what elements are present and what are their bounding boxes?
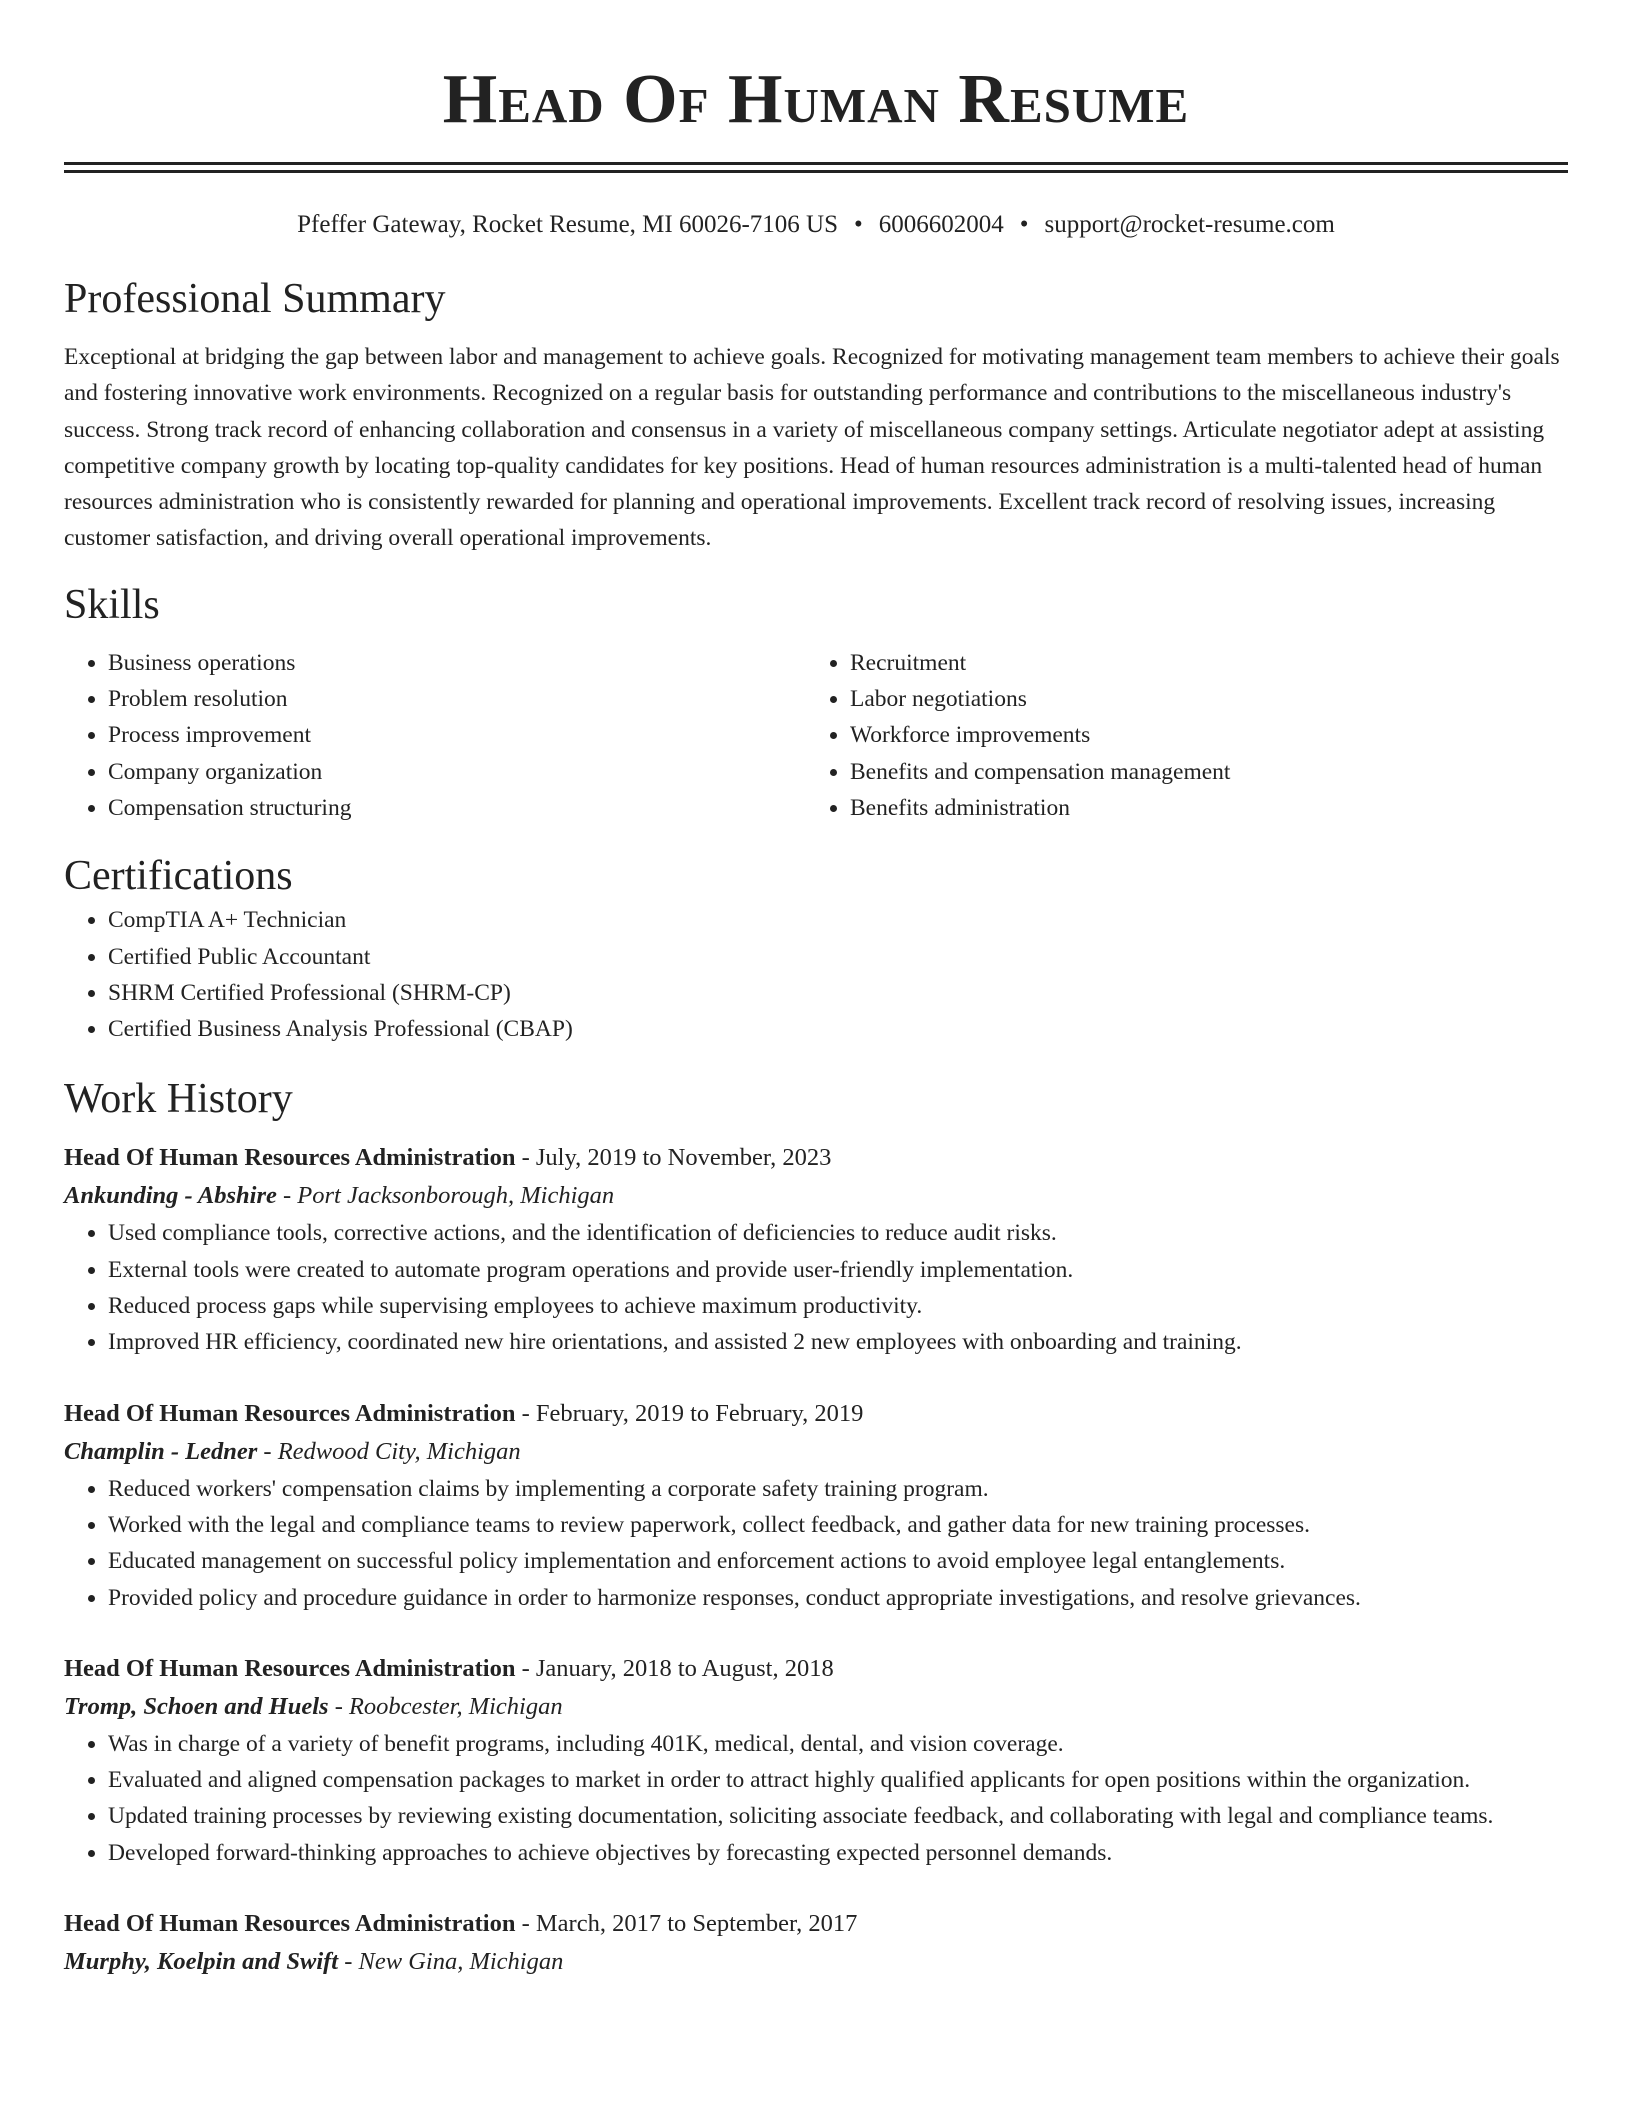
job-duty-item: • Provided policy and procedure guidance in order to harmonize responses, conduct appropriate investigations, and resolve grievances. <box>108 1580 1568 1616</box>
job-entry <box>64 1650 1568 1871</box>
job-location: - Roobcester, Michigan <box>328 1692 563 1720</box>
job-header <box>64 1139 1568 1177</box>
job-title: Head Of Human Resources Administration <box>64 1399 516 1427</box>
job-duty-item: • Educated management on successful policy implementation and enforcement actions to avoid employee legal entanglements. <box>108 1543 1568 1579</box>
contact-phone: 6006602004 <box>878 211 1004 238</box>
job-dates: - July, 2019 to November, 2023 <box>515 1144 832 1172</box>
work-history-heading: Work History <box>64 1076 293 1123</box>
certification-item: • Certified Public Accountant <box>108 939 1568 975</box>
certification-item: • CompTIA A+ Technician <box>108 902 1568 938</box>
summary-heading: Professional Summary <box>64 276 446 322</box>
certifications-heading: Certifications <box>64 853 293 900</box>
job-duty-item: • Updated training processes by reviewing existing documentation, soliciting associate feedback, and collaborating with legal and compliance teams. <box>108 1798 1568 1834</box>
job-employer <box>64 1943 1568 1981</box>
job-header <box>64 1905 1568 1943</box>
job-entry <box>64 1395 1568 1616</box>
summary-text: Exceptional at bridging the gap between labor and management to achieve goals. Recognized for motivating management team members to achieve their goals and fostering innovative work environments. Recognized on a regular basis for outstanding performance and contributions to the miscellaneous industry's success. Strong track record of enhancing collaboration and consensus in a variety of miscellaneous company settings. Articulate negotiator adept at assisting competitive company growth by locating top-quality candidates for key positions. Head of human resources administration is a multi-talented head of human resources administration who is consistently rewarded for planning and operational improvements. Excellent track record of resolving issues, increasing customer satisfaction, and driving overall operational improvements. <box>64 344 1560 552</box>
job-employer <box>64 1688 1568 1726</box>
job-company: Murphy, Koelpin and Swift <box>64 1948 339 1976</box>
job-duty-item: • Improved HR efficiency, coordinated new hire orientations, and assisted 2 new employees with onboarding and training. <box>108 1324 1568 1360</box>
skills-columns <box>64 645 1568 826</box>
skills-list-right <box>806 645 1548 826</box>
contact-address: Pfeffer Gateway, Rocket Resume, MI 60026-7106 US <box>297 211 839 238</box>
job-duty-item: • Reduced process gaps while supervising employees to achieve maximum productivity. <box>108 1288 1568 1324</box>
skill-item: • Process improvement <box>108 717 806 753</box>
job-duties-list <box>64 1471 1568 1616</box>
job-header <box>64 1395 1568 1433</box>
title-double-rule <box>64 162 1568 173</box>
job-entry <box>64 1139 1568 1360</box>
skill-item: • Benefits administration <box>850 790 1548 826</box>
skills-column-right <box>806 645 1548 826</box>
certification-item: • SHRM Certified Professional (SHRM-CP) <box>108 975 1568 1011</box>
job-duty-item: • Evaluated and aligned compensation packages to market in order to attract highly qualified applicants for open positions within the organization. <box>108 1762 1568 1798</box>
certifications-list <box>64 902 1568 1047</box>
job-duty-item: • Worked with the legal and compliance teams to review paperwork, collect feedback, and gather data for new training processes. <box>108 1507 1568 1543</box>
job-title: Head Of Human Resources Administration <box>64 1654 516 1682</box>
job-duties-list <box>64 1215 1568 1360</box>
job-company: Ankunding - Abshire <box>64 1182 277 1210</box>
job-location: - Port Jacksonborough, Michigan <box>276 1182 615 1210</box>
job-duty-item: • Developed forward-thinking approaches to achieve objectives by forecasting expected personnel demands. <box>108 1835 1568 1871</box>
job-employer <box>64 1433 1568 1471</box>
contact-separator: • <box>854 211 863 238</box>
skills-list-left <box>64 645 806 826</box>
job-title: Head Of Human Resources Administration <box>64 1144 516 1172</box>
skill-item: • Company organization <box>108 754 806 790</box>
job-dates: - January, 2018 to August, 2018 <box>515 1654 834 1682</box>
job-duty-item: • External tools were created to automate program operations and provide user-friendly implementation. <box>108 1252 1568 1288</box>
job-location: - New Gina, Michigan <box>338 1948 564 1976</box>
job-location: - Redwood City, Michigan <box>257 1437 521 1465</box>
job-header <box>64 1650 1568 1688</box>
job-duty-item: • Reduced workers' compensation claims by implementing a corporate safety training program. <box>108 1471 1568 1507</box>
certification-item: • Certified Business Analysis Professional (CBAP) <box>108 1011 1568 1047</box>
skill-item: • Workforce improvements <box>850 717 1548 753</box>
contact-line <box>64 209 1568 241</box>
job-duty-item: • Used compliance tools, corrective actions, and the identification of deficiencies to reduce audit risks. <box>108 1215 1568 1251</box>
job-duty-item: • Was in charge of a variety of benefit programs, including 401K, medical, dental, and vision coverage. <box>108 1726 1568 1762</box>
skills-column-left <box>64 645 806 826</box>
skill-item: • Recruitment <box>850 645 1548 681</box>
skill-item: • Benefits and compensation management <box>850 754 1548 790</box>
job-employer <box>64 1177 1568 1215</box>
skill-item: • Compensation structuring <box>108 790 806 826</box>
contact-separator: • <box>1019 211 1029 238</box>
skill-item: • Problem resolution <box>108 681 806 717</box>
skill-item: • Labor negotiations <box>850 681 1548 717</box>
job-dates: - February, 2019 to February, 2019 <box>515 1399 864 1427</box>
job-title: Head Of Human Resources Administration <box>64 1910 516 1938</box>
skills-heading: Skills <box>64 581 160 628</box>
skill-item: • Business operations <box>108 645 806 681</box>
job-company: Tromp, Schoen and Huels <box>64 1692 329 1720</box>
contact-email: support@rocket-resume.com <box>1044 211 1335 238</box>
resume-title: Head Of Human Resume <box>442 61 1190 138</box>
job-entry <box>64 1905 1568 1981</box>
job-duties-list <box>64 1726 1568 1871</box>
job-dates: - March, 2017 to September, 2017 <box>515 1910 858 1938</box>
job-company: Champlin - Ledner <box>64 1437 258 1465</box>
